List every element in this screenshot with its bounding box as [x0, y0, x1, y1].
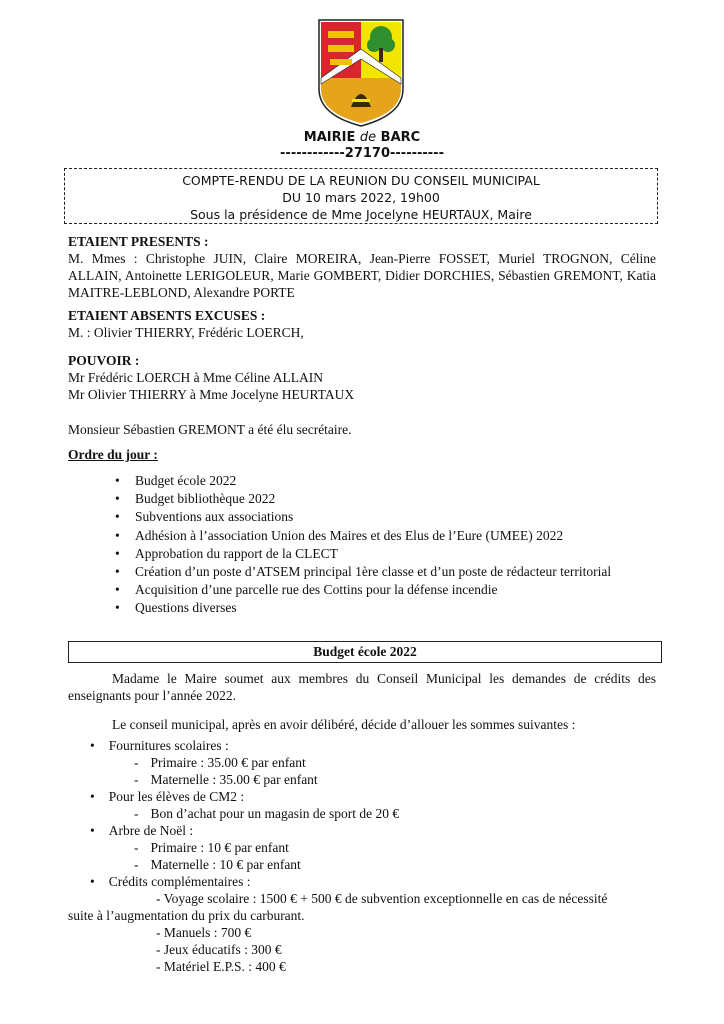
meeting-presidence: Sous la présidence de Mme Jocelyne HEURTAUX, Maire: [190, 207, 532, 222]
meeting-title: COMPTE-RENDU DE LA REUNION DU CONSEIL MUNICIPAL: [182, 173, 540, 188]
absents-heading: ETAIENT ABSENTS EXCUSES :: [68, 308, 266, 323]
agenda-item: • Approbation du rapport de la CLECT: [115, 545, 338, 561]
presents-list: M. Mmes : Christophe JUIN, Claire MOREIRA, Jean-Pierre FOSSET, Muriel TROGNON, Céline ALLAIN, Antoinette LERIGOLEUR, Marie GOMBERT, Didier DORCHIES, Sébastien GREMONT, Katia MAITRE-LEBLOND, Alexandre PORTE: [68, 251, 656, 300]
bullet-noel: • Arbre de Noël :: [90, 823, 194, 838]
noel-maternelle: - Maternelle : 10 € par enfant: [134, 857, 301, 872]
credits-voyage: - Voyage scolaire : 1500 € + 500 € de subvention exceptionnelle en cas de nécessité: [156, 891, 608, 906]
credits-eps: - Matériel E.P.S. : 400 €: [156, 959, 286, 974]
pouvoir-line-1: Mr Frédéric LOERCH à Mme Céline ALLAIN: [68, 370, 323, 385]
agenda-item: • Questions diverses: [115, 600, 237, 616]
ordre-heading: Ordre du jour :: [68, 447, 158, 462]
presents-heading: ETAIENT PRESENTS :: [68, 234, 209, 249]
budget-intro: Madame le Maire soumet aux membres du Conseil Municipal les demandes de crédits des enseignants pour l’année 2022.: [68, 671, 656, 703]
secretaire: Monsieur Sébastien GREMONT a été élu secrétaire.: [68, 422, 352, 437]
coat-of-arms: [318, 19, 404, 127]
agenda-item: • Subventions aux associations: [115, 509, 294, 525]
absents-list: M. : Olivier THIERRY, Frédéric LOERCH,: [68, 325, 304, 340]
agenda-item: • Adhésion à l’association Union des Maires et des Elus de l’Eure (UMEE) 2022: [115, 527, 564, 543]
fournitures-maternelle: - Maternelle : 35.00 € par enfant: [134, 772, 318, 787]
credits-voyage-cont: suite à l’augmentation du prix du carburant.: [68, 908, 305, 923]
postal-code: ------------27170----------: [280, 146, 444, 161]
bullet-credits: • Crédits complémentaires :: [90, 874, 251, 889]
bullet-fournitures: • Fournitures scolaires :: [90, 738, 229, 753]
fournitures-primaire: - Primaire : 35.00 € par enfant: [134, 755, 306, 770]
agenda-item: • Budget école 2022: [115, 473, 237, 488]
meeting-header-box: [64, 168, 658, 224]
agenda-item: • Acquisition d’une parcelle rue des Cottins pour la défense incendie: [115, 582, 498, 598]
pouvoir-heading: POUVOIR :: [68, 353, 140, 368]
credits-jeux: - Jeux éducatifs : 300 €: [156, 942, 282, 957]
credits-manuels: - Manuels : 700 €: [156, 925, 252, 940]
pouvoir-line-2: Mr Olivier THIERRY à Mme Jocelyne HEURTAUX: [68, 387, 355, 402]
noel-primaire: - Primaire : 10 € par enfant: [134, 840, 289, 855]
budget-section-title: Budget école 2022: [68, 641, 662, 663]
presents-section: [68, 233, 656, 301]
pouvoir-section: [68, 352, 656, 403]
budget-decision: Le conseil municipal, après en avoir délibéré, décide d’allouer les sommes suivantes :: [112, 717, 576, 732]
mairie-title: MAIRIE de BARC: [303, 130, 421, 145]
cm2-bon: - Bon d’achat pour un magasin de sport de 20 €: [134, 806, 400, 821]
agenda-list: [115, 472, 611, 618]
absents-section: [68, 307, 656, 341]
agenda-item: • Budget bibliothèque 2022: [115, 491, 276, 507]
meeting-date: DU 10 mars 2022, 19h00: [282, 190, 440, 205]
agenda-item: • Création d’un poste d’ATSEM principal 1ère classe et d’un poste de rédacteur territorial: [115, 563, 612, 579]
bullet-cm2: • Pour les élèves de CM2 :: [90, 789, 245, 804]
